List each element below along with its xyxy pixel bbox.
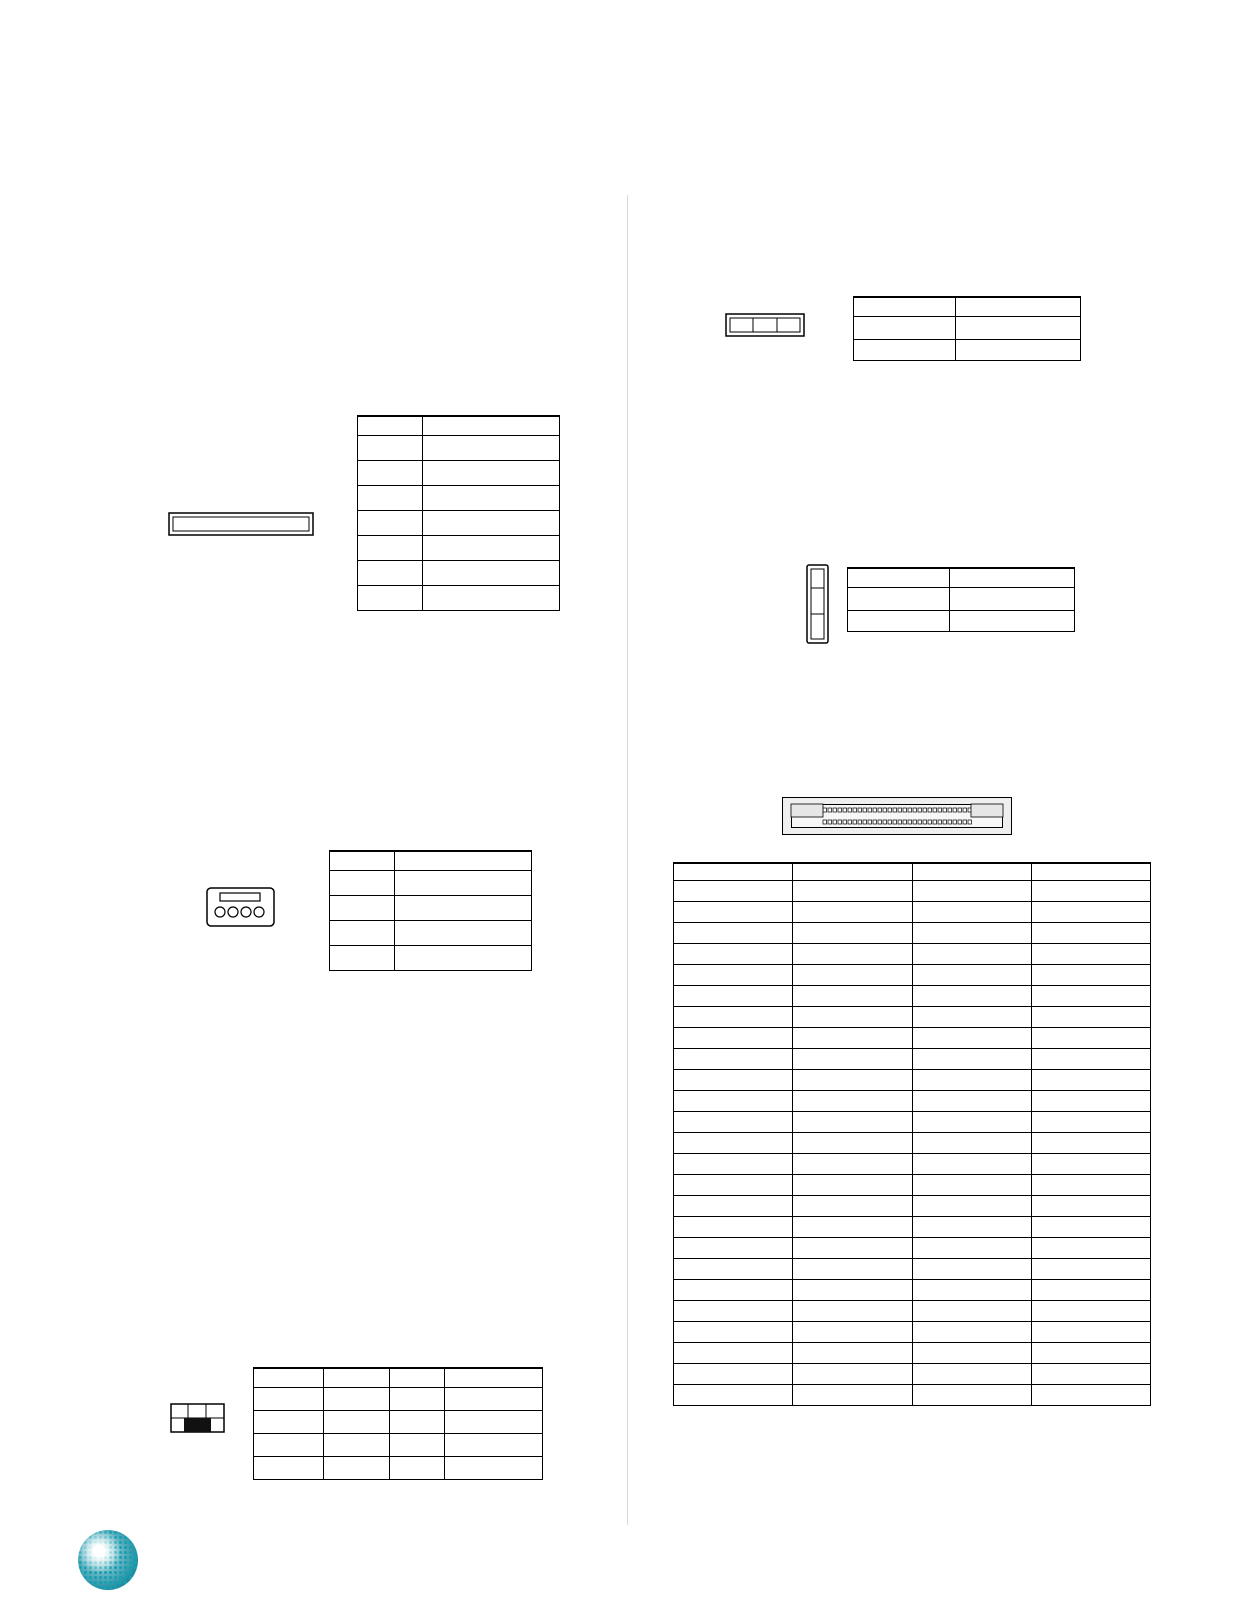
- table-cell: [674, 923, 793, 944]
- connector-pin: [898, 820, 902, 824]
- table-cell: [674, 1385, 793, 1406]
- table-cell: [1031, 902, 1150, 923]
- table-cell: [793, 1007, 912, 1028]
- table-row: [674, 1364, 1151, 1385]
- table-row: [674, 1049, 1151, 1070]
- table-row: [358, 486, 560, 511]
- table-cell: [1031, 1070, 1150, 1091]
- table-cell: [1031, 881, 1150, 902]
- table-cell: [674, 1049, 793, 1070]
- table-cell: [793, 1112, 912, 1133]
- table-cell: [1031, 1133, 1150, 1154]
- table-cell: [330, 921, 395, 946]
- table-cell: [674, 1028, 793, 1049]
- table-cell: [389, 1368, 444, 1388]
- flat-connector-icon: [168, 512, 316, 538]
- table-row: [254, 1457, 543, 1480]
- pin-table-right-middle: [847, 567, 1075, 632]
- connector-pin: [888, 808, 892, 812]
- table-row: [330, 946, 532, 971]
- jumper-header-icon: [170, 1403, 226, 1435]
- connector-pin: [958, 808, 962, 812]
- connector-pin: [838, 820, 842, 824]
- table-cell: [793, 1280, 912, 1301]
- connector-pin: [963, 820, 967, 824]
- table-row: [254, 1388, 543, 1411]
- table-row: [674, 986, 1151, 1007]
- table-cell: [793, 986, 912, 1007]
- connector-pin: [948, 808, 952, 812]
- table-row: [674, 902, 1151, 923]
- table-cell: [394, 946, 531, 971]
- connector-pin: [928, 808, 932, 812]
- table-cell: [674, 1280, 793, 1301]
- table-cell: [1031, 1280, 1150, 1301]
- table-cell: [674, 1322, 793, 1343]
- table-cell: [422, 486, 559, 511]
- connector-pin: [908, 808, 912, 812]
- table-cell: [912, 1280, 1031, 1301]
- connector-pin: [838, 808, 842, 812]
- table-row: [358, 586, 560, 611]
- table-cell: [848, 588, 950, 611]
- table-row: [674, 1301, 1151, 1322]
- table-cell: [949, 588, 1074, 611]
- table-row: [674, 1091, 1151, 1112]
- table-row: [330, 921, 532, 946]
- table-row: [674, 923, 1151, 944]
- connector-pin: [963, 808, 967, 812]
- table-cell: [674, 1343, 793, 1364]
- table-cell: [674, 902, 793, 923]
- table-cell: [444, 1388, 542, 1411]
- table-cell: [912, 1175, 1031, 1196]
- table-cell: [793, 1028, 912, 1049]
- connector-pin: [883, 820, 887, 824]
- table-row: [674, 1154, 1151, 1175]
- table-row: [674, 881, 1151, 902]
- column-divider: [627, 195, 628, 1525]
- table-row: [358, 536, 560, 561]
- table-cell: [912, 986, 1031, 1007]
- table-row: [674, 1007, 1151, 1028]
- table-cell: [1031, 1154, 1150, 1175]
- connector-pin: [928, 820, 932, 824]
- connector-pin: [848, 820, 852, 824]
- table-cell: [1031, 1091, 1150, 1112]
- table-cell: [674, 1007, 793, 1028]
- three-pin-vertical-icon: [806, 564, 830, 646]
- table-cell: [793, 1343, 912, 1364]
- table-cell: [912, 965, 1031, 986]
- table-row: [330, 896, 532, 921]
- table-cell: [793, 923, 912, 944]
- table-cell: [912, 1259, 1031, 1280]
- table-cell: [793, 1049, 912, 1070]
- table-cell: [793, 1364, 912, 1385]
- table-cell: [1031, 1385, 1150, 1406]
- table-row: [674, 1259, 1151, 1280]
- table-cell: [323, 1434, 389, 1457]
- table-cell: [793, 1259, 912, 1280]
- table-cell: [793, 965, 912, 986]
- connector-pin: [878, 820, 882, 824]
- connector-pin: [858, 808, 862, 812]
- connector-pin: [903, 808, 907, 812]
- table-cell: [912, 1091, 1031, 1112]
- table-cell: [912, 1028, 1031, 1049]
- table-cell: [793, 1322, 912, 1343]
- table-row: [674, 1385, 1151, 1406]
- table-cell: [1031, 923, 1150, 944]
- connector-pin: [893, 820, 897, 824]
- connector-pin: [893, 808, 897, 812]
- four-pin-connector-icon: [206, 887, 276, 929]
- connector-pin: [868, 820, 872, 824]
- table-cell: [323, 1457, 389, 1480]
- table-cell: [1031, 1259, 1150, 1280]
- connector-pin: [923, 820, 927, 824]
- connector-pin: [933, 808, 937, 812]
- table-cell: [444, 1368, 542, 1388]
- table-cell: [949, 611, 1074, 632]
- table-cell: [254, 1388, 324, 1411]
- connector-pin: [948, 820, 952, 824]
- connector-pin: [923, 808, 927, 812]
- table-cell: [1031, 1112, 1150, 1133]
- table-cell: [674, 986, 793, 1007]
- three-pin-horizontal-icon: [725, 313, 807, 339]
- table-cell: [674, 1217, 793, 1238]
- connector-latch: [791, 804, 823, 817]
- connector-pin: [833, 820, 837, 824]
- table-cell: [1031, 1196, 1150, 1217]
- table-cell: [358, 436, 423, 461]
- table-row: [358, 416, 560, 436]
- table-cell: [955, 317, 1080, 340]
- connector-pin: [868, 808, 872, 812]
- table-cell: [912, 944, 1031, 965]
- table-cell: [912, 1385, 1031, 1406]
- table-row: [674, 1133, 1151, 1154]
- table-cell: [422, 436, 559, 461]
- table-cell: [955, 340, 1080, 361]
- table-cell: [1031, 863, 1150, 881]
- connector-pin: [823, 820, 827, 824]
- table-cell: [323, 1388, 389, 1411]
- table-cell: [254, 1434, 324, 1457]
- connector-pin: [878, 808, 882, 812]
- table-cell: [912, 1343, 1031, 1364]
- connector-pin: [823, 808, 827, 812]
- connector-pin: [828, 820, 832, 824]
- table-cell: [394, 851, 531, 871]
- table-row: [674, 944, 1151, 965]
- table-cell: [674, 1070, 793, 1091]
- table-cell: [912, 1070, 1031, 1091]
- connector-pin: [848, 808, 852, 812]
- table-cell: [254, 1411, 324, 1434]
- jumper-table-left-bottom: [253, 1367, 543, 1480]
- table-cell: [674, 1259, 793, 1280]
- connector-pin: [918, 808, 922, 812]
- table-cell: [793, 1385, 912, 1406]
- table-row: [254, 1434, 543, 1457]
- table-row: [674, 1217, 1151, 1238]
- table-cell: [793, 1217, 912, 1238]
- connector-latch: [971, 804, 1003, 817]
- table-cell: [793, 944, 912, 965]
- connector-pin: [968, 820, 972, 824]
- company-logo: [78, 1530, 138, 1590]
- table-cell: [1031, 1175, 1150, 1196]
- connector-pin: [858, 820, 862, 824]
- table-cell: [358, 561, 423, 586]
- connector-pin: [888, 820, 892, 824]
- table-cell: [674, 1175, 793, 1196]
- table-cell: [912, 1133, 1031, 1154]
- table-row: [674, 1028, 1151, 1049]
- table-row: [854, 317, 1081, 340]
- table-cell: [323, 1411, 389, 1434]
- table-cell: [793, 1196, 912, 1217]
- connector-pin: [943, 808, 947, 812]
- table-cell: [394, 871, 531, 896]
- table-cell: [358, 486, 423, 511]
- table-cell: [949, 568, 1074, 588]
- connector-pin: [913, 820, 917, 824]
- table-cell: [793, 881, 912, 902]
- connector-pin: [873, 820, 877, 824]
- table-cell: [912, 902, 1031, 923]
- table-row: [854, 297, 1081, 317]
- connector-pin: [883, 808, 887, 812]
- table-cell: [254, 1368, 324, 1388]
- table-cell: [793, 1238, 912, 1259]
- table-cell: [793, 1091, 912, 1112]
- table-row: [848, 611, 1075, 632]
- connector-pin: [958, 820, 962, 824]
- table-cell: [394, 921, 531, 946]
- table-cell: [793, 1070, 912, 1091]
- table-cell: [330, 946, 395, 971]
- connector-pin: [943, 820, 947, 824]
- table-cell: [358, 536, 423, 561]
- table-cell: [444, 1434, 542, 1457]
- table-cell: [1031, 1364, 1150, 1385]
- table-cell: [793, 1133, 912, 1154]
- connector-pin: [828, 808, 832, 812]
- table-cell: [912, 1217, 1031, 1238]
- table-cell: [674, 965, 793, 986]
- pin-table-left-middle: [329, 850, 532, 971]
- connector-pin: [953, 820, 957, 824]
- table-cell: [254, 1457, 324, 1480]
- table-row: [358, 436, 560, 461]
- table-cell: [912, 1322, 1031, 1343]
- table-cell: [422, 561, 559, 586]
- connector-pin: [898, 808, 902, 812]
- table-cell: [912, 881, 1031, 902]
- table-cell: [1031, 965, 1150, 986]
- table-cell: [323, 1368, 389, 1388]
- table-cell: [1031, 1238, 1150, 1259]
- table-cell: [358, 416, 423, 436]
- table-cell: [1031, 944, 1150, 965]
- table-cell: [1031, 986, 1150, 1007]
- connector-pin: [908, 820, 912, 824]
- table-cell: [848, 568, 950, 588]
- pin-table-right-ide: [673, 862, 1151, 1406]
- table-row: [674, 1238, 1151, 1259]
- table-cell: [1031, 1028, 1150, 1049]
- table-cell: [793, 1154, 912, 1175]
- table-row: [674, 1322, 1151, 1343]
- table-cell: [330, 896, 395, 921]
- table-cell: [422, 461, 559, 486]
- table-cell: [358, 586, 423, 611]
- table-cell: [674, 1238, 793, 1259]
- table-cell: [848, 611, 950, 632]
- table-row: [674, 1112, 1151, 1133]
- table-cell: [674, 1133, 793, 1154]
- table-cell: [912, 923, 1031, 944]
- table-cell: [854, 317, 956, 340]
- table-cell: [674, 944, 793, 965]
- connector-pin: [843, 808, 847, 812]
- table-cell: [912, 1112, 1031, 1133]
- table-cell: [389, 1411, 444, 1434]
- table-cell: [394, 896, 531, 921]
- table-row: [358, 511, 560, 536]
- table-cell: [955, 297, 1080, 317]
- table-cell: [674, 1091, 793, 1112]
- table-cell: [674, 1301, 793, 1322]
- table-row: [674, 965, 1151, 986]
- table-cell: [674, 881, 793, 902]
- table-cell: [422, 536, 559, 561]
- pin-table-right-top: [853, 296, 1081, 361]
- table-row: [674, 1280, 1151, 1301]
- table-cell: [444, 1411, 542, 1434]
- table-cell: [358, 511, 423, 536]
- table-cell: [358, 461, 423, 486]
- table-row: [358, 561, 560, 586]
- table-cell: [854, 340, 956, 361]
- table-row: [674, 1196, 1151, 1217]
- table-cell: [912, 863, 1031, 881]
- ide-connector-icon: [782, 797, 1012, 835]
- table-cell: [912, 1301, 1031, 1322]
- table-cell: [1031, 1217, 1150, 1238]
- table-row: [674, 1175, 1151, 1196]
- table-row: [848, 568, 1075, 588]
- table-cell: [330, 851, 395, 871]
- connector-pin: [853, 820, 857, 824]
- table-cell: [674, 863, 793, 881]
- table-cell: [912, 1049, 1031, 1070]
- table-cell: [1031, 1049, 1150, 1070]
- table-cell: [1031, 1322, 1150, 1343]
- table-row: [358, 461, 560, 486]
- table-row: [330, 851, 532, 871]
- connector-pin: [913, 808, 917, 812]
- table-row: [674, 863, 1151, 881]
- connector-pin: [918, 820, 922, 824]
- connector-pin: [938, 820, 942, 824]
- table-row: [254, 1411, 543, 1434]
- table-cell: [912, 1364, 1031, 1385]
- connector-pin: [938, 808, 942, 812]
- connector-pin: [853, 808, 857, 812]
- table-cell: [912, 1007, 1031, 1028]
- connector-pin: [843, 820, 847, 824]
- table-cell: [793, 1175, 912, 1196]
- table-cell: [422, 416, 559, 436]
- connector-pin: [873, 808, 877, 812]
- table-cell: [330, 871, 395, 896]
- connector-pin: [953, 808, 957, 812]
- connector-pin: [933, 820, 937, 824]
- connector-pin: [903, 820, 907, 824]
- table-cell: [1031, 1343, 1150, 1364]
- table-cell: [444, 1457, 542, 1480]
- table-cell: [912, 1154, 1031, 1175]
- table-row: [674, 1343, 1151, 1364]
- table-row: [674, 1070, 1151, 1091]
- connector-pin: [833, 808, 837, 812]
- table-cell: [793, 902, 912, 923]
- table-cell: [912, 1196, 1031, 1217]
- table-cell: [1031, 1301, 1150, 1322]
- table-cell: [389, 1457, 444, 1480]
- table-cell: [422, 586, 559, 611]
- connector-pin: [863, 820, 867, 824]
- table-cell: [674, 1112, 793, 1133]
- table-row: [330, 871, 532, 896]
- table-row: [254, 1368, 543, 1388]
- table-cell: [389, 1434, 444, 1457]
- table-cell: [389, 1388, 444, 1411]
- table-cell: [912, 1238, 1031, 1259]
- connector-pin: [863, 808, 867, 812]
- table-cell: [1031, 1007, 1150, 1028]
- table-cell: [674, 1154, 793, 1175]
- table-cell: [793, 863, 912, 881]
- table-row: [848, 588, 1075, 611]
- table-cell: [793, 1301, 912, 1322]
- table-row: [854, 340, 1081, 361]
- table-cell: [422, 511, 559, 536]
- table-cell: [674, 1364, 793, 1385]
- table-cell: [674, 1196, 793, 1217]
- table-cell: [854, 297, 956, 317]
- pin-table-left-top: [357, 415, 560, 611]
